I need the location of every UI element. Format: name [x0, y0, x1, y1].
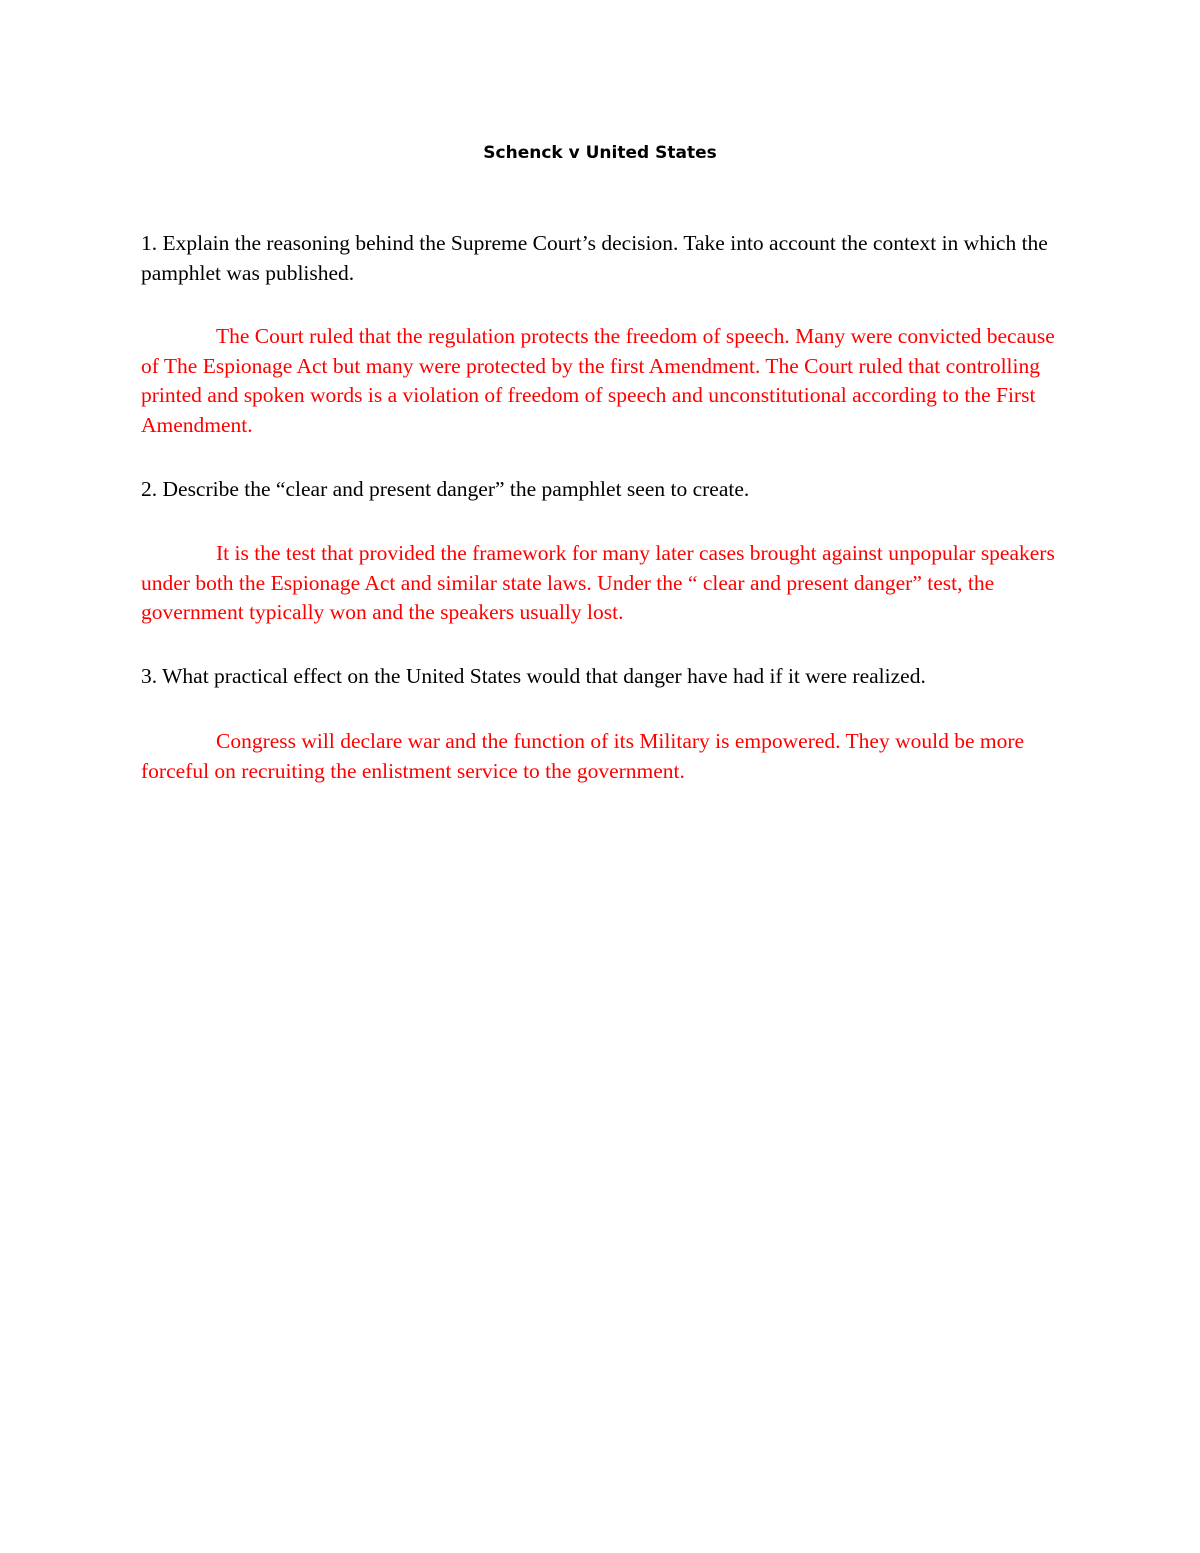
question-3: 3. What practical effect on the United States would that danger have had if it were realized. [141, 664, 926, 688]
answer-1: The Court ruled that the regulation protects the freedom of speech. Many were convicted because of The Espionage Act but many were protected by the first Amendment. The Court ruled that controlling printed and spoken words is a violation of freedom of speech and unconstitutional according to the First Amendment. [141, 324, 1055, 437]
answer-2: It is the test that provided the framework for many later cases brought against unpopular speakers under both the Espionage Act and similar state laws. Under the “ clear and present danger” test, the government typically won and the speakers usually lost. [141, 541, 1055, 624]
document-title: Schenck v United States [483, 143, 717, 163]
answer-3: Congress will declare war and the function of its Military is empowered. They would be more forceful on recruiting the enlistment service to the government. [141, 729, 1025, 783]
question-2: 2. Describe the “clear and present danger” the pamphlet seen to create. [141, 477, 750, 501]
question-1: 1. Explain the reasoning behind the Supreme Court’s decision. Take into account the context in which the pamphlet was published. [141, 231, 1048, 285]
